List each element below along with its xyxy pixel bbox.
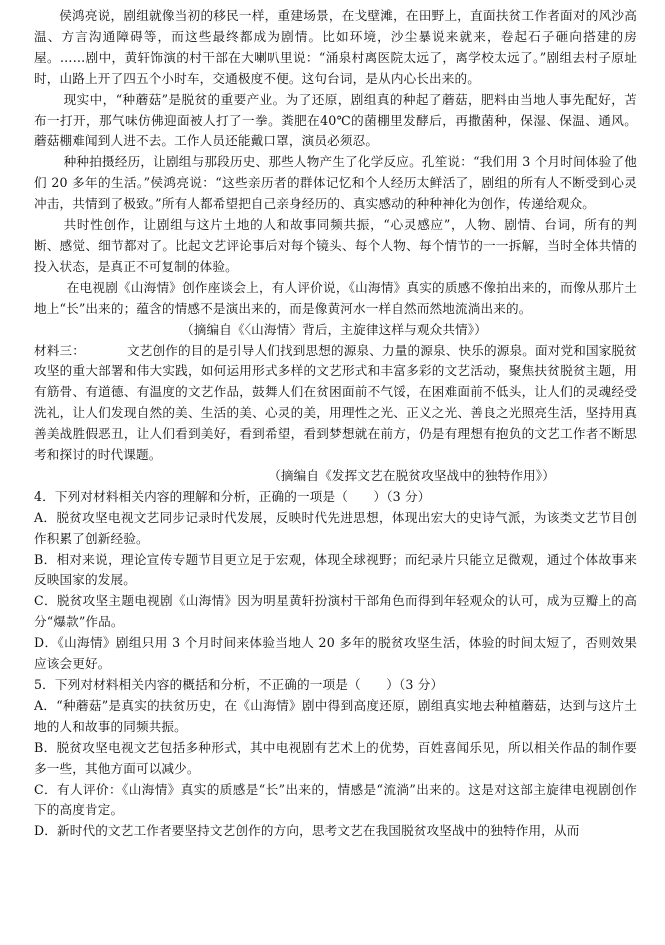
material2-paragraph-5: 在电视剧《山海情》创作座谈会上，有人评价说，《山海情》真实的质感不像拍出来的，而像从那片土地上“长”出来的；蕴含的情感不是演出来的，而是像黄河水一样自然而然地流淌出来的。 <box>34 279 637 316</box>
material3-label: 材料三： <box>34 342 85 358</box>
question-5-option-c: C．有人评价：《山海情》真实的质感是“长”出来的，情感是“流淌”出来的。这是对这部主旋律电视剧创作下的高度肯定。 <box>34 781 637 818</box>
question-4-stem: 4．下列对材料相关内容的理解和分析，正确的一项是（ ）（3 分） <box>34 488 431 504</box>
question-4-option-a: A．脱贫攻坚电视文艺同步记录时代发展，反映时代先进思想，体现出宏大的史诗气派，为该类文艺节目创作积累了创新经验。 <box>34 509 637 546</box>
question-4-option-d: D．《山海情》剧组只用 3 个月时间来体验当地人 20 多年的脱贫攻坚生活，体验的时间太短了，否则效果应该会更好。 <box>34 635 637 672</box>
question-5-stem: 5．下列对材料相关内容的概括和分析，不正确的一项是（ ）（3 分） <box>34 677 444 692</box>
question-5-option-a: A．“种蘑菇”是真实的扶贫历史，在《山海情》剧中得到高度还原，剧组真实地去种植蘑菇，达到与这片土地的人和故事的同频共振。 <box>34 697 637 734</box>
material3-paragraph <box>34 341 637 466</box>
material2-paragraph-4: 共时性创作，让剧组与这片土地的人和故事同频共振，“心灵感应”，人物、剧情、台词，所有的判断、感觉、细节都对了。比起文艺评论事后对每个镜头、每个人物、每个情节的一一拆解，当时全体共情的投入状态，是真正不可复制的体验。 <box>34 217 637 274</box>
question-5-option-d: D．新时代的文艺工作者要坚持文艺创作的方向，思考文艺在我国脱贫攻坚战中的独特作用，从而 <box>34 823 580 839</box>
material3-text: 文艺创作的目的是引导人们找到思想的源泉、力量的源泉、快乐的源泉。面对党和国家脱贫攻坚的重大部署和伟大实践，如何运用形式多样的文艺形式和丰富多彩的文艺活动，聚焦扶贫脱贫主题，用有筋骨、有道德、有温度的文艺作品，鼓舞人们在贫困面前不气馁，在困难面前不低头，让人们的灵魂经受洗礼，让人们发现自然的美、生活的美、心灵的美，用理性之光、正义之光、善良之光照亮生活，坚持用真善美战胜假恶丑，让人们看到美好，看到希望，看到梦想就在前方，仍是有理想有抱负的文艺工作者不断思考和探讨的时代课题。 <box>34 342 637 463</box>
material2-paragraph-3: 种种拍摄经历，让剧组与那段历史、那些人物产生了化学反应。孔笙说：“我们用 3 个月时间体验了他们 20 多年的生活。”侯鸿亮说：“这些亲历者的群体记忆和个人经历太鲜活了，剧组的所有人不断受到心灵冲击，共情到了极致。”所有人都希望把自己亲身经历的、真实感动的种种神化为创作，传递给观众。 <box>34 154 637 212</box>
material2-paragraph-1: 侯鸿亮说，剧组就像当初的移民一样，重建场景，在戈壁滩，在田野上，直面扶贫工作者面对的风沙高温、方言沟通障碍等，而这些最终都成为剧情。比如环境，沙尘暴说来就来，卷起石子砸向搭建的房屋。……剧中，黄轩饰演的村干部在大喇叭里说：“涌泉村离医院太远了，离学校太远了。”剧组去村子原址时，山路上开了四五个小时车，交通极度不便。这句台词，是从内心长出来的。 <box>34 8 637 86</box>
question-5-option-b: B．脱贫攻坚电视文艺包括多种形式，其中电视剧有艺术上的优势，百姓喜闻乐见，所以相关作品的制作要多一些，其他方面可以减少。 <box>34 739 637 776</box>
material2-source: （摘编自《〈山海情〉背后，主旋律这样与观众共情》） <box>181 321 487 337</box>
material3-source: （摘编自《发挥文艺在脱贫攻坚战中的独特作用》） <box>268 467 555 483</box>
question-4-option-b: B．相对来说，理论宣传专题节目更立足于宏观，体现全球视野；而纪录片只能立足微观，通过个体故事来反映国家的发展。 <box>34 551 637 588</box>
material2-paragraph-2: 现实中，“种蘑菇”是脱贫的重要产业。为了还原，剧组真的种起了蘑菇，肥料由当地人事先配好，苫布一打开，那气味仿佛迎面被人打了一拳。粪肥在40℃的菌棚里发酵后，再撒菌种，保湿、保温、通风。蘑菇棚难闻到人进不去。工作人员还能戴口罩，演员必须忍。 <box>34 91 637 149</box>
question-4-option-c: C．脱贫攻坚主题电视剧《山海情》因为明星黄轩扮演村干部角色而得到年轻观众的认可，成为豆瓣上的高分“爆款”作品。 <box>34 593 637 630</box>
